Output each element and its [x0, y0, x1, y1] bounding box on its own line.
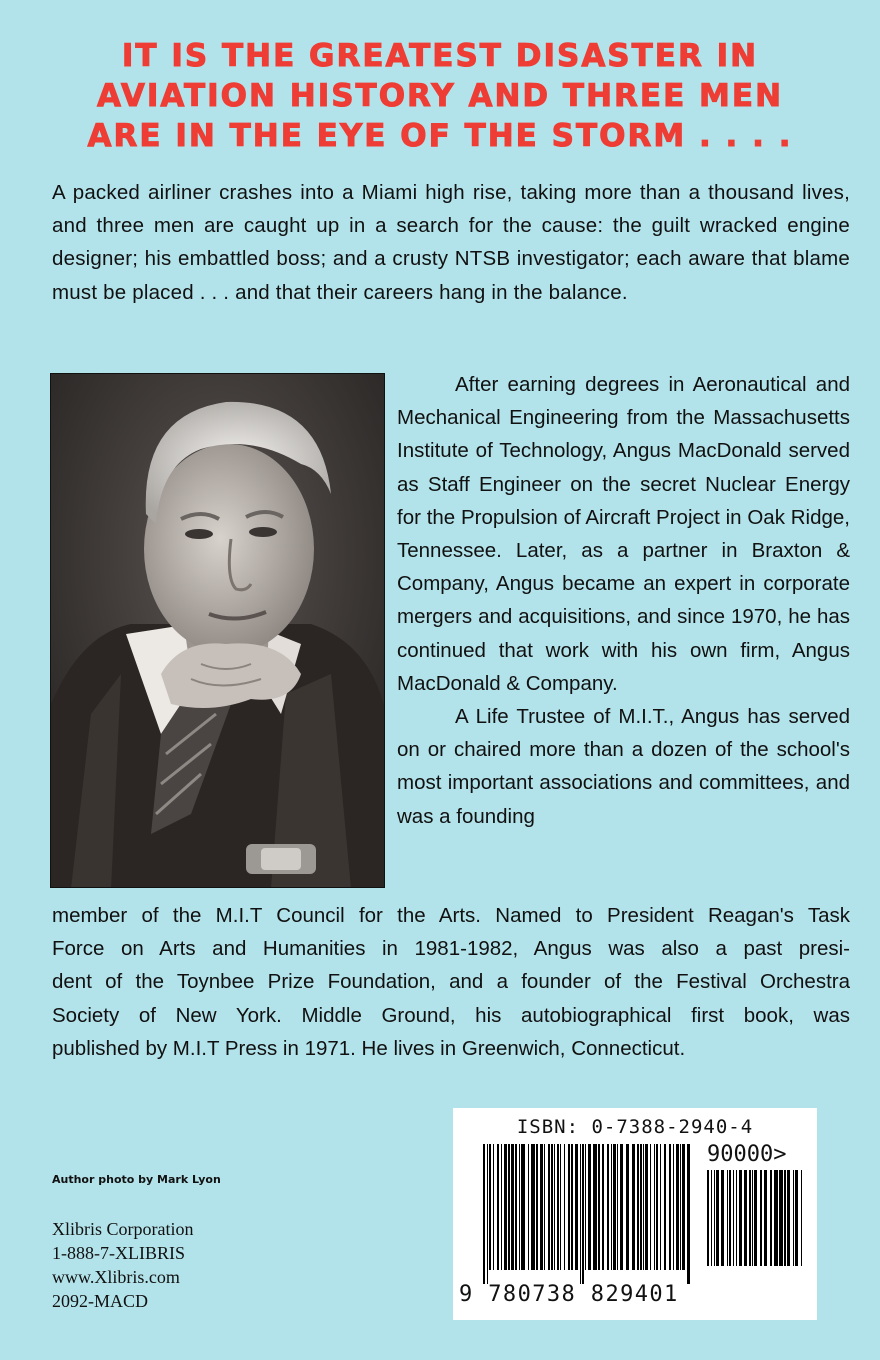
barcode-bar	[752, 1170, 753, 1266]
barcode-bar	[544, 1144, 545, 1270]
barcode-bar	[676, 1144, 679, 1270]
photo-credit: Author photo by Mark Lyon	[52, 1173, 221, 1186]
isbn-number: ISBN: 0-7388-2940-4	[516, 1116, 754, 1138]
barcode-bar	[682, 1144, 685, 1270]
barcode-bar	[493, 1144, 494, 1270]
barcode-bar	[687, 1144, 690, 1284]
barcode-bar	[588, 1144, 591, 1270]
barcode-bar	[640, 1144, 642, 1270]
barcode-bar	[779, 1170, 783, 1266]
publisher-phone: 1-888-7-XLIBRIS	[52, 1243, 185, 1263]
barcode-bar	[501, 1144, 502, 1270]
publisher-code: 2092-MACD	[52, 1291, 149, 1311]
barcode-bar	[620, 1144, 623, 1270]
barcode-bar	[536, 1144, 538, 1270]
headline	[40, 36, 840, 156]
barcode-bar	[711, 1170, 712, 1266]
author-photo	[50, 373, 385, 888]
barcode-bar	[598, 1144, 600, 1270]
barcode-bar	[787, 1170, 790, 1266]
barcode-bar	[489, 1144, 491, 1270]
barcode-bar	[637, 1144, 639, 1270]
barcode-bar	[611, 1144, 612, 1270]
barcode-bar	[560, 1144, 561, 1270]
barcode-bar	[650, 1144, 651, 1270]
barcode-bar	[795, 1170, 798, 1266]
headline-line-2: AVIATION HISTORY AND THREE MEN	[96, 78, 784, 114]
barcode-bar	[774, 1170, 778, 1266]
bio-line: Society of New York. Middle Ground, his autobiographical first book, was	[52, 1003, 850, 1027]
barcode-bar	[793, 1170, 794, 1266]
bio-line: dent of the Toynbee Prize Foundation, and a founder of the Festival Orchestra	[52, 970, 850, 994]
barcode-bar	[770, 1170, 772, 1266]
barcode-bar	[660, 1144, 661, 1270]
barcode-bar	[626, 1144, 629, 1270]
barcode-bar	[801, 1170, 802, 1266]
barcode-bar	[607, 1144, 609, 1270]
barcode-bar	[531, 1144, 535, 1270]
barcode-bar	[571, 1144, 573, 1270]
barcode-bar	[764, 1170, 767, 1266]
barcode-bar	[729, 1170, 731, 1266]
bio-paragraph-1: After earning degrees in Aeronautical and Mechanical Engineering from the Massachusetts Institute of Technology, Angus MacDonald served as Staff Engineer on the secret Nuclear Energy for the Propulsion of Aircraft Project in Oak Ridge, Tennessee. Later, as a partner in Braxton & Company, Angus became an expert in corporate mergers and acquisitions, and since 1970, he has continued that work with his own firm, Angus MacDonald & Company.	[397, 373, 850, 695]
barcode-bar	[582, 1144, 584, 1284]
barcode-bar	[511, 1144, 514, 1270]
barcode-bar	[564, 1144, 565, 1270]
author-bio-column	[397, 368, 850, 833]
publisher-website: www.Xlibris.com	[52, 1267, 180, 1287]
barcode-bar	[521, 1144, 525, 1270]
price-code: 90000>	[707, 1142, 787, 1167]
barcode-bar	[727, 1170, 728, 1266]
ean-digits: 9 780738 829401	[459, 1282, 679, 1307]
barcode-bar	[617, 1144, 618, 1270]
barcode-bar	[528, 1144, 529, 1270]
addon-barcode	[705, 1170, 807, 1280]
barcode-bar	[557, 1144, 559, 1270]
ean-barcode	[481, 1144, 696, 1284]
bio-paragraph-2-start: A Life Trustee of M.I.T., Angus has served on or chaired more than a dozen of the school's most important associations and committees, and was a founding	[397, 705, 850, 828]
barcode-bar	[613, 1144, 616, 1270]
barcode-bar	[707, 1170, 709, 1266]
barcode-bar	[673, 1144, 674, 1270]
barcode-bar	[548, 1144, 550, 1270]
barcode-bar	[714, 1170, 715, 1266]
barcode-bar	[645, 1144, 648, 1270]
barcode-bar	[593, 1144, 597, 1270]
barcode-bar	[497, 1144, 499, 1270]
bio-line: Force on Arts and Humanities in 1981-1982, Angus was also a past presi-	[52, 937, 850, 961]
barcode-bar	[508, 1144, 510, 1270]
barcode-bar	[643, 1144, 644, 1270]
headline-line-1: IT IS THE GREATEST DISASTER IN	[121, 38, 759, 74]
barcode-bar	[664, 1144, 666, 1270]
barcode-bar	[585, 1144, 586, 1270]
barcode-bar	[602, 1144, 604, 1270]
barcode-bar	[733, 1170, 734, 1266]
barcode-bar	[754, 1170, 757, 1266]
barcode-bar	[580, 1144, 581, 1284]
barcode-bar	[487, 1144, 488, 1284]
barcode-bar	[554, 1144, 555, 1270]
barcode-bar	[739, 1170, 742, 1266]
publisher-name: Xlibris Corporation	[52, 1219, 194, 1239]
barcode-bar	[654, 1144, 655, 1270]
barcode-bar	[716, 1170, 719, 1266]
barcode-bar	[519, 1144, 520, 1270]
barcode-bar	[632, 1144, 635, 1270]
publisher-info	[52, 1217, 194, 1313]
headline-line-3: ARE IN THE EYE OF THE STORM . . . .	[87, 118, 793, 154]
author-portrait-illustration	[51, 374, 385, 888]
author-bio-continued	[52, 899, 850, 1065]
barcode-bar	[515, 1144, 517, 1270]
barcode-bar	[540, 1144, 543, 1270]
barcode-bar	[736, 1170, 737, 1266]
barcode-bar	[551, 1144, 553, 1270]
barcode-bar	[504, 1144, 507, 1270]
barcode-bar	[680, 1144, 681, 1270]
barcode-bar	[749, 1170, 751, 1266]
bio-line: published by M.I.T Press in 1971. He lives in Greenwich, Connecticut.	[52, 1036, 686, 1060]
barcode-bar	[656, 1144, 658, 1270]
barcode-bar	[721, 1170, 724, 1266]
bio-line: member of the M.I.T Council for the Arts. Named to President Reagan's Task	[52, 904, 850, 927]
barcode-bar	[744, 1170, 747, 1266]
barcode-bar	[568, 1144, 570, 1270]
barcode-box	[453, 1108, 817, 1320]
barcode-bar	[669, 1144, 671, 1270]
barcode-bar	[575, 1144, 578, 1270]
barcode-bar	[483, 1144, 485, 1284]
barcode-bar	[760, 1170, 762, 1266]
barcode-bar	[784, 1170, 786, 1266]
book-blurb: A packed airliner crashes into a Miami high rise, taking more than a thousand lives, and three men are caught up in a search for the cause: the guilt wracked engine designer; his embattled boss; and a crusty NTSB investigator; each aware that blame must be placed . . . and that their careers hang in the balance.	[52, 181, 850, 304]
